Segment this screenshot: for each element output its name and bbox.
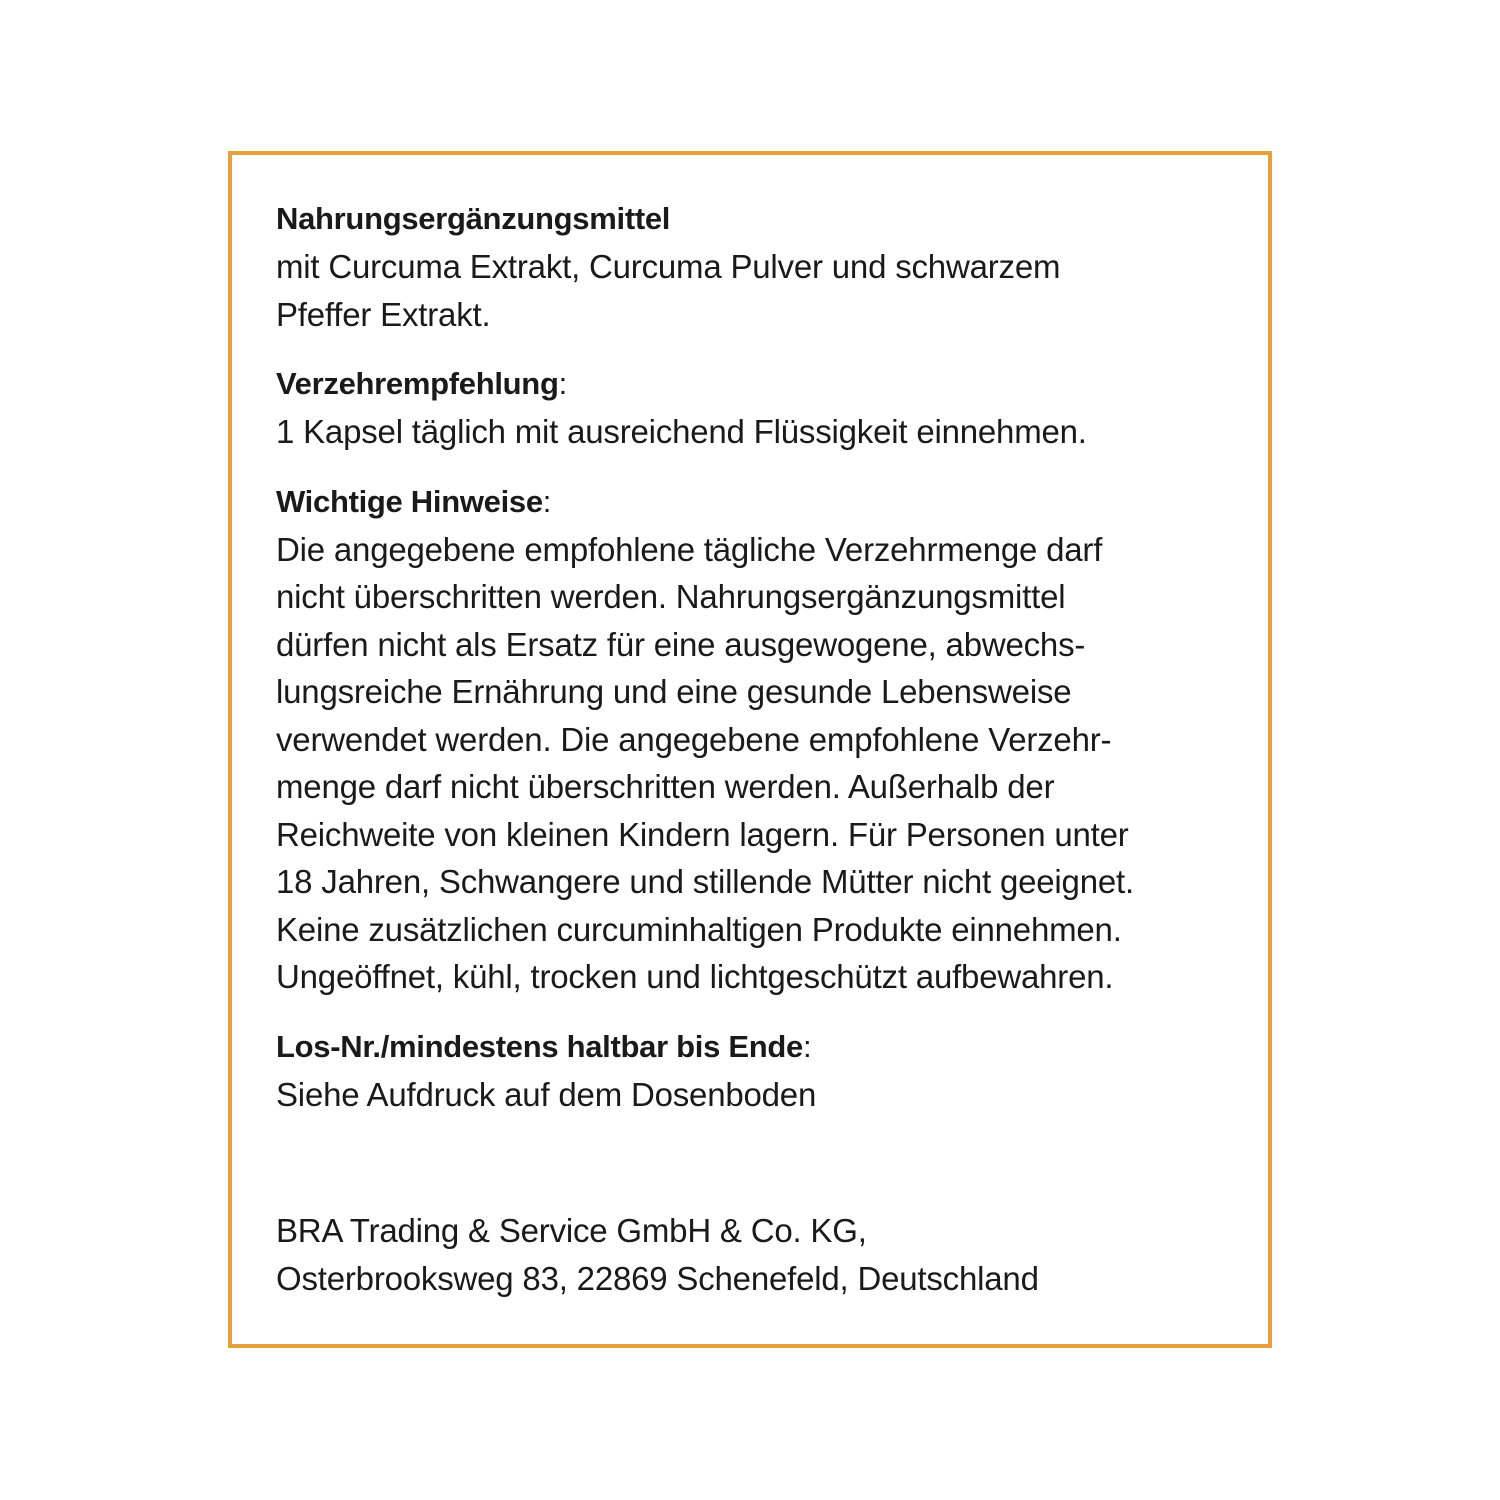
product-label-box	[228, 151, 1272, 1348]
section-heading: Verzehrempfehlung:	[276, 366, 567, 401]
section-product-type	[276, 195, 1228, 338]
section-text: mit Curcuma Extrakt, Curcuma Pulver und schwarzem Pfeffer Extrakt.	[276, 248, 1061, 333]
section-text: Siehe Aufdruck auf dem Dosenboden	[276, 1075, 817, 1113]
section-heading: Los-Nr./mindestens haltbar bis Ende:	[276, 1028, 812, 1064]
section-lot-expiry	[276, 1023, 1228, 1119]
company-name: BRA Trading & Service GmbH & Co. KG,	[276, 1212, 867, 1249]
section-heading: Wichtige Hinweise:	[276, 483, 552, 519]
section-warnings	[276, 478, 1228, 1001]
section-dosage	[276, 360, 1228, 456]
company-street: Osterbrooksweg 83, 22869 Schenefeld, Deutschland	[276, 1260, 1039, 1297]
section-text: Die angegebene empfohlene tägliche Verzehrmenge darf nicht überschritten werden. Nahrungsergänzungsmittel dürfen nicht als Ersatz für eine ausgewogene, abwechs- lungsreiche Ernährung und eine gesunde Lebensweise verwendet werden. Die angegebene empfohlene Verzehr- menge darf nicht überschritten werden. Außerhalb der Reichweite von kleinen Kindern lagern. Für Personen unter 18 Jahren, Schwangere und stillende Mütter nicht geeignet. Keine zusätzlichen curcuminhaltigen Produkte einnehmen. Ungeöffnet, kühl, trocken und lichtgeschützt aufbewahren.	[276, 530, 1134, 995]
company-address	[276, 1207, 1039, 1303]
section-heading: Nahrungsergänzungsmittel	[276, 201, 671, 236]
section-text: 1 Kapsel täglich mit ausreichend Flüssigkeit einnehmen.	[276, 413, 1087, 450]
